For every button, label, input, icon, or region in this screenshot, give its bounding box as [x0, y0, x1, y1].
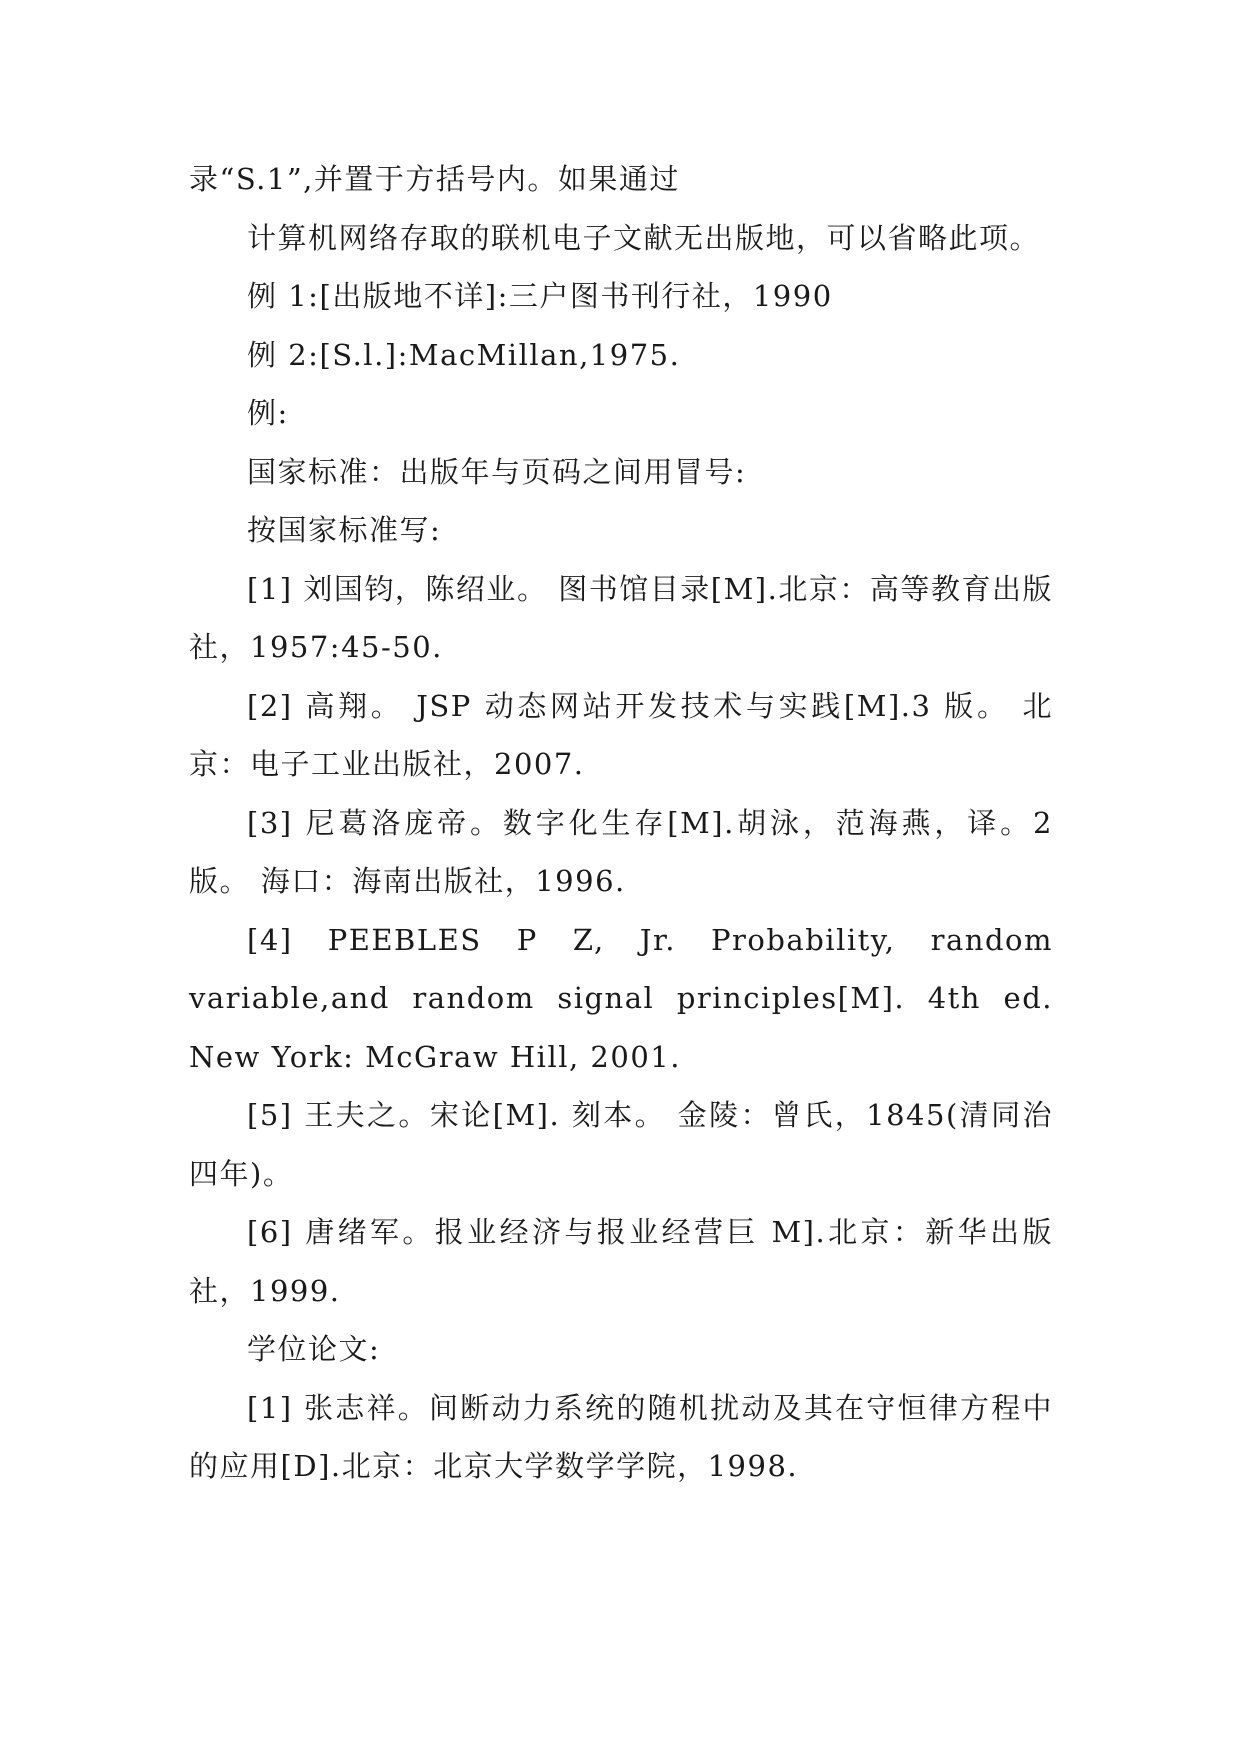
- thesis-heading: 学位论文:: [247, 1332, 381, 1366]
- document-body: [189, 150, 1053, 1496]
- paragraph-continuation: 录“S.1”,并置于方括号内。如果通过: [189, 162, 680, 196]
- example-heading: 例:: [247, 396, 289, 430]
- reference-5: [5] 王夫之。宋论[M]. 刻本。 金陵：曾氏，1845(清同治四年)。: [189, 1098, 1053, 1191]
- thesis-reference-1: [1] 张志祥。间断动力系统的随机扰动及其在守恒律方程中的应用[D].北京：北京大学数学学院，1998.: [189, 1390, 1053, 1483]
- example-1: 例 1:[出版地不详]:三户图书刊行社，1990: [247, 279, 833, 313]
- national-standard-heading: 按国家标准写:: [247, 513, 442, 547]
- national-standard-note: 国家标准：出版年与页码之间用冒号:: [247, 454, 747, 489]
- reference-2: [2] 高翔。 JSP 动态网站开发技术与实践[M].3 版。 北京：电子工业出版社，2007.: [189, 688, 1053, 781]
- reference-6: [6] 唐绪军。报业经济与报业经营巨 M].北京：新华出版社，1999.: [189, 1215, 1053, 1308]
- example-2: 例 2:[S.l.]:MacMillan,1975.: [247, 337, 681, 372]
- reference-3: [3] 尼葛洛庞帝。数字化生存[M].胡泳，范海燕，译。2 版。 海口：海南出版社，1996.: [189, 805, 1053, 898]
- reference-4: [4] PEEBLES P Z, Jr. Probability, random variable,and random signal principles[M]. 4th ed. New York: McGraw Hill, 2001.: [189, 922, 1053, 1074]
- reference-1: [1] 刘国钧，陈绍业。 图书馆目录[M].北京：高等教育出版社，1957:45-50.: [189, 571, 1053, 664]
- paragraph-online-omission: 计算机网络存取的联机电子文献无出版地，可以省略此项。: [247, 220, 1041, 255]
